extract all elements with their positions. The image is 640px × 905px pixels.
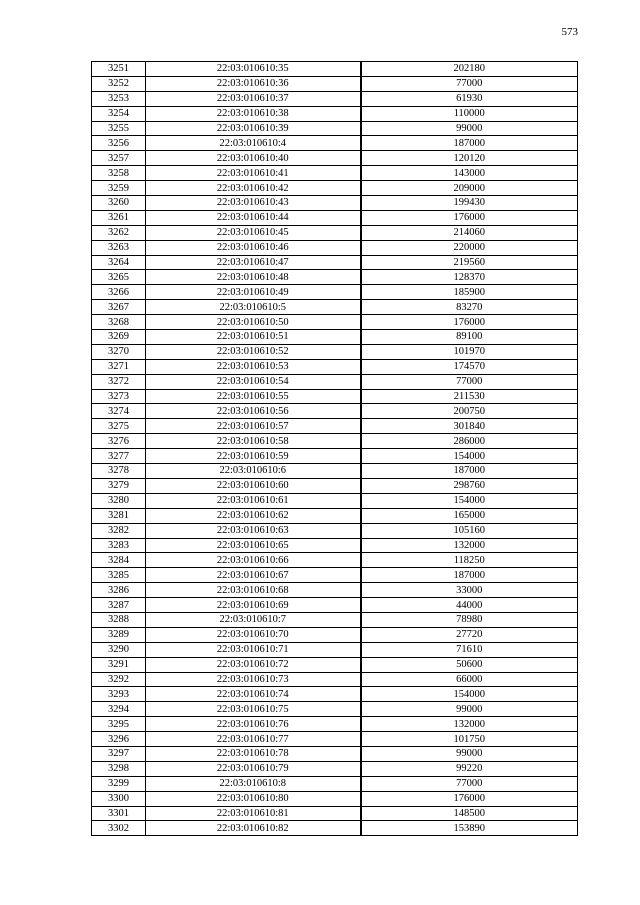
table-row — [92, 821, 578, 836]
row-number-cell: 3289 — [92, 627, 146, 642]
row-number-cell: 3296 — [92, 732, 146, 747]
value-cell: 185900 — [361, 285, 578, 300]
cadastral-number-cell: 22:03:010610:5 — [146, 300, 361, 315]
row-number-cell: 3280 — [92, 493, 146, 508]
row-number-cell: 3257 — [92, 151, 146, 166]
row-number-cell: 3264 — [92, 255, 146, 270]
table-row — [92, 76, 578, 91]
value-cell: 219560 — [361, 255, 578, 270]
table-row — [92, 449, 578, 464]
cadastral-number-cell: 22:03:010610:69 — [146, 598, 361, 613]
cadastral-number-cell: 22:03:010610:37 — [146, 91, 361, 106]
row-number-cell: 3271 — [92, 359, 146, 374]
row-number-cell: 3259 — [92, 181, 146, 196]
value-cell: 211530 — [361, 389, 578, 404]
row-number-cell: 3279 — [92, 478, 146, 493]
table-row — [92, 687, 578, 702]
row-number-cell: 3290 — [92, 642, 146, 657]
cadastral-number-cell: 22:03:010610:57 — [146, 419, 361, 434]
row-number-cell: 3270 — [92, 344, 146, 359]
cadastral-number-cell: 22:03:010610:80 — [146, 791, 361, 806]
value-cell: 154000 — [361, 449, 578, 464]
parcel-table-body — [92, 62, 578, 836]
cadastral-number-cell: 22:03:010610:45 — [146, 225, 361, 240]
value-cell: 301840 — [361, 419, 578, 434]
value-cell: 105160 — [361, 523, 578, 538]
row-number-cell: 3298 — [92, 761, 146, 776]
row-number-cell: 3267 — [92, 300, 146, 315]
table-row — [92, 300, 578, 315]
table-row — [92, 62, 578, 77]
page-number: 573 — [561, 26, 578, 38]
cadastral-number-cell: 22:03:010610:6 — [146, 464, 361, 479]
table-row — [92, 374, 578, 389]
cadastral-number-cell: 22:03:010610:81 — [146, 806, 361, 821]
cadastral-number-cell: 22:03:010610:75 — [146, 702, 361, 717]
table-row — [92, 478, 578, 493]
table-row — [92, 672, 578, 687]
cadastral-number-cell: 22:03:010610:47 — [146, 255, 361, 270]
row-number-cell: 3265 — [92, 270, 146, 285]
row-number-cell: 3284 — [92, 553, 146, 568]
cadastral-number-cell: 22:03:010610:73 — [146, 672, 361, 687]
row-number-cell: 3282 — [92, 523, 146, 538]
value-cell: 50600 — [361, 657, 578, 672]
row-number-cell: 3273 — [92, 389, 146, 404]
cadastral-number-cell: 22:03:010610:79 — [146, 761, 361, 776]
cadastral-number-cell: 22:03:010610:62 — [146, 508, 361, 523]
row-number-cell: 3283 — [92, 538, 146, 553]
table-row — [92, 761, 578, 776]
value-cell: 77000 — [361, 374, 578, 389]
table-row — [92, 657, 578, 672]
table-row — [92, 776, 578, 791]
table-row — [92, 702, 578, 717]
row-number-cell: 3299 — [92, 776, 146, 791]
table-row — [92, 315, 578, 330]
table-row — [92, 806, 578, 821]
row-number-cell: 3288 — [92, 612, 146, 627]
value-cell: 99220 — [361, 761, 578, 776]
row-number-cell: 3301 — [92, 806, 146, 821]
cadastral-number-cell: 22:03:010610:71 — [146, 642, 361, 657]
cadastral-number-cell: 22:03:010610:56 — [146, 404, 361, 419]
row-number-cell: 3285 — [92, 568, 146, 583]
table-row — [92, 732, 578, 747]
value-cell: 101750 — [361, 732, 578, 747]
row-number-cell: 3272 — [92, 374, 146, 389]
value-cell: 174570 — [361, 359, 578, 374]
cadastral-number-cell: 22:03:010610:66 — [146, 553, 361, 568]
table-row — [92, 240, 578, 255]
table-row — [92, 568, 578, 583]
cadastral-number-cell: 22:03:010610:46 — [146, 240, 361, 255]
cadastral-number-cell: 22:03:010610:53 — [146, 359, 361, 374]
cadastral-number-cell: 22:03:010610:65 — [146, 538, 361, 553]
row-number-cell: 3297 — [92, 746, 146, 761]
value-cell: 187000 — [361, 568, 578, 583]
cadastral-number-cell: 22:03:010610:59 — [146, 449, 361, 464]
table-row — [92, 106, 578, 121]
cadastral-number-cell: 22:03:010610:38 — [146, 106, 361, 121]
cadastral-number-cell: 22:03:010610:4 — [146, 136, 361, 151]
table-row — [92, 642, 578, 657]
value-cell: 286000 — [361, 434, 578, 449]
table-row — [92, 151, 578, 166]
value-cell: 199430 — [361, 196, 578, 211]
value-cell: 202180 — [361, 62, 578, 77]
table-row — [92, 493, 578, 508]
table-row — [92, 359, 578, 374]
table-row — [92, 627, 578, 642]
value-cell: 132000 — [361, 538, 578, 553]
row-number-cell: 3293 — [92, 687, 146, 702]
cadastral-number-cell: 22:03:010610:35 — [146, 62, 361, 77]
cadastral-number-cell: 22:03:010610:78 — [146, 746, 361, 761]
row-number-cell: 3281 — [92, 508, 146, 523]
table-row — [92, 196, 578, 211]
value-cell: 33000 — [361, 583, 578, 598]
cadastral-number-cell: 22:03:010610:61 — [146, 493, 361, 508]
value-cell: 154000 — [361, 687, 578, 702]
row-number-cell: 3269 — [92, 330, 146, 345]
cadastral-number-cell: 22:03:010610:41 — [146, 166, 361, 181]
value-cell: 200750 — [361, 404, 578, 419]
table-row — [92, 419, 578, 434]
cadastral-number-cell: 22:03:010610:63 — [146, 523, 361, 538]
table-row — [92, 255, 578, 270]
value-cell: 176000 — [361, 315, 578, 330]
value-cell: 153890 — [361, 821, 578, 836]
row-number-cell: 3295 — [92, 717, 146, 732]
row-number-cell: 3276 — [92, 434, 146, 449]
cadastral-number-cell: 22:03:010610:67 — [146, 568, 361, 583]
row-number-cell: 3268 — [92, 315, 146, 330]
row-number-cell: 3263 — [92, 240, 146, 255]
cadastral-number-cell: 22:03:010610:50 — [146, 315, 361, 330]
value-cell: 143000 — [361, 166, 578, 181]
row-number-cell: 3275 — [92, 419, 146, 434]
cadastral-number-cell: 22:03:010610:54 — [146, 374, 361, 389]
table-row — [92, 612, 578, 627]
cadastral-number-cell: 22:03:010610:52 — [146, 344, 361, 359]
table-row — [92, 344, 578, 359]
table-row — [92, 121, 578, 136]
row-number-cell: 3251 — [92, 62, 146, 77]
value-cell: 61930 — [361, 91, 578, 106]
table-row — [92, 166, 578, 181]
value-cell: 44000 — [361, 598, 578, 613]
table-row — [92, 270, 578, 285]
cadastral-number-cell: 22:03:010610:82 — [146, 821, 361, 836]
table-row — [92, 538, 578, 553]
table-row — [92, 285, 578, 300]
row-number-cell: 3277 — [92, 449, 146, 464]
row-number-cell: 3292 — [92, 672, 146, 687]
cadastral-number-cell: 22:03:010610:42 — [146, 181, 361, 196]
table-row — [92, 181, 578, 196]
cadastral-number-cell: 22:03:010610:55 — [146, 389, 361, 404]
cadastral-number-cell: 22:03:010610:49 — [146, 285, 361, 300]
table-row — [92, 210, 578, 225]
value-cell: 128370 — [361, 270, 578, 285]
cadastral-number-cell: 22:03:010610:70 — [146, 627, 361, 642]
value-cell: 176000 — [361, 791, 578, 806]
value-cell: 89100 — [361, 330, 578, 345]
value-cell: 71610 — [361, 642, 578, 657]
table-row — [92, 434, 578, 449]
row-number-cell: 3266 — [92, 285, 146, 300]
row-number-cell: 3278 — [92, 464, 146, 479]
row-number-cell: 3302 — [92, 821, 146, 836]
cadastral-number-cell: 22:03:010610:7 — [146, 612, 361, 627]
value-cell: 176000 — [361, 210, 578, 225]
row-number-cell: 3294 — [92, 702, 146, 717]
value-cell: 99000 — [361, 702, 578, 717]
row-number-cell: 3261 — [92, 210, 146, 225]
value-cell: 209000 — [361, 181, 578, 196]
table-row — [92, 746, 578, 761]
cadastral-number-cell: 22:03:010610:39 — [146, 121, 361, 136]
row-number-cell: 3252 — [92, 76, 146, 91]
value-cell: 298760 — [361, 478, 578, 493]
row-number-cell: 3287 — [92, 598, 146, 613]
cadastral-number-cell: 22:03:010610:8 — [146, 776, 361, 791]
value-cell: 132000 — [361, 717, 578, 732]
table-row — [92, 553, 578, 568]
value-cell: 148500 — [361, 806, 578, 821]
row-number-cell: 3300 — [92, 791, 146, 806]
table-row — [92, 389, 578, 404]
value-cell: 99000 — [361, 746, 578, 761]
value-cell: 187000 — [361, 136, 578, 151]
row-number-cell: 3274 — [92, 404, 146, 419]
value-cell: 118250 — [361, 553, 578, 568]
parcel-table — [91, 61, 578, 836]
value-cell: 110000 — [361, 106, 578, 121]
row-number-cell: 3291 — [92, 657, 146, 672]
cadastral-number-cell: 22:03:010610:77 — [146, 732, 361, 747]
table-row — [92, 717, 578, 732]
table-row — [92, 523, 578, 538]
value-cell: 214060 — [361, 225, 578, 240]
table-row — [92, 225, 578, 240]
row-number-cell: 3253 — [92, 91, 146, 106]
table-row — [92, 583, 578, 598]
value-cell: 77000 — [361, 776, 578, 791]
cadastral-number-cell: 22:03:010610:72 — [146, 657, 361, 672]
row-number-cell: 3262 — [92, 225, 146, 240]
value-cell: 99000 — [361, 121, 578, 136]
value-cell: 220000 — [361, 240, 578, 255]
cadastral-number-cell: 22:03:010610:68 — [146, 583, 361, 598]
value-cell: 77000 — [361, 76, 578, 91]
row-number-cell: 3256 — [92, 136, 146, 151]
value-cell: 78980 — [361, 612, 578, 627]
table-row — [92, 464, 578, 479]
cadastral-number-cell: 22:03:010610:40 — [146, 151, 361, 166]
table-row — [92, 91, 578, 106]
row-number-cell: 3286 — [92, 583, 146, 598]
cadastral-number-cell: 22:03:010610:74 — [146, 687, 361, 702]
table-row — [92, 404, 578, 419]
value-cell: 27720 — [361, 627, 578, 642]
table-row — [92, 330, 578, 345]
value-cell: 154000 — [361, 493, 578, 508]
cadastral-number-cell: 22:03:010610:60 — [146, 478, 361, 493]
table-row — [92, 508, 578, 523]
cadastral-number-cell: 22:03:010610:44 — [146, 210, 361, 225]
cadastral-number-cell: 22:03:010610:43 — [146, 196, 361, 211]
row-number-cell: 3260 — [92, 196, 146, 211]
cadastral-number-cell: 22:03:010610:76 — [146, 717, 361, 732]
row-number-cell: 3255 — [92, 121, 146, 136]
value-cell: 165000 — [361, 508, 578, 523]
cadastral-number-cell: 22:03:010610:58 — [146, 434, 361, 449]
cadastral-number-cell: 22:03:010610:48 — [146, 270, 361, 285]
value-cell: 120120 — [361, 151, 578, 166]
cadastral-number-cell: 22:03:010610:51 — [146, 330, 361, 345]
value-cell: 83270 — [361, 300, 578, 315]
cadastral-number-cell: 22:03:010610:36 — [146, 76, 361, 91]
value-cell: 66000 — [361, 672, 578, 687]
row-number-cell: 3254 — [92, 106, 146, 121]
value-cell: 187000 — [361, 464, 578, 479]
value-cell: 101970 — [361, 344, 578, 359]
table-row — [92, 136, 578, 151]
table-row — [92, 791, 578, 806]
row-number-cell: 3258 — [92, 166, 146, 181]
table-row — [92, 598, 578, 613]
